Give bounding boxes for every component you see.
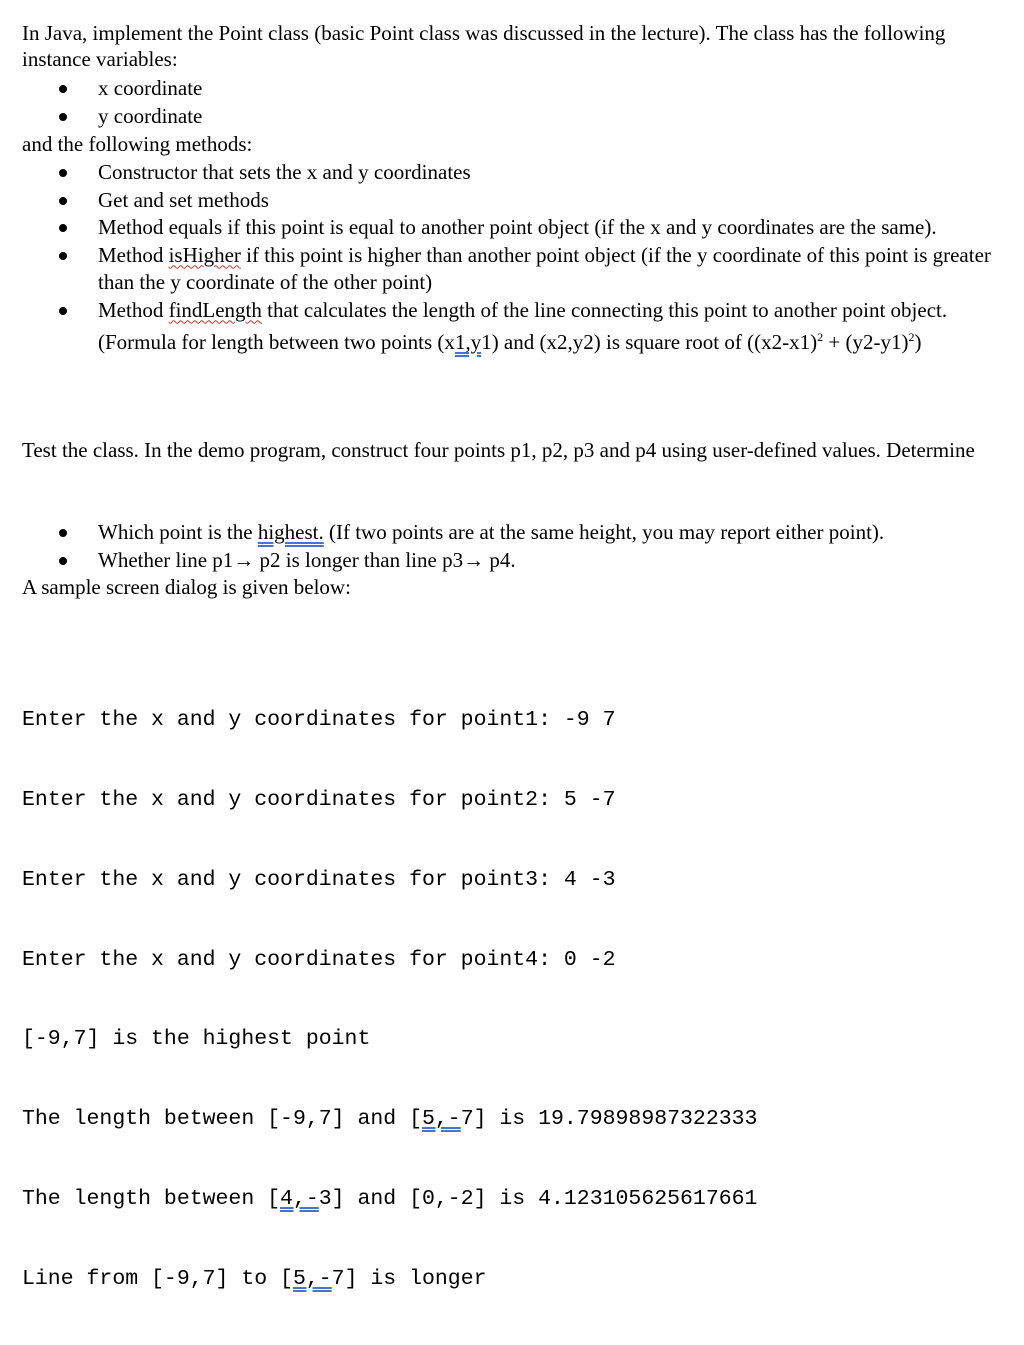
methods-list (0, 159, 1008, 357)
arrow-icon: → (463, 547, 485, 572)
bullet-icon (59, 169, 67, 177)
console-line: [-9,7] is the highest point (22, 1027, 371, 1052)
bullet-icon (59, 113, 67, 121)
console-line: Line from [-9,7] to [5,-7] is longer (22, 1266, 487, 1291)
console-line: Enter the x and y coordinates for point1: -9 7 (22, 708, 616, 733)
console-line: The length between [-9,7] and [5,-7] is 19.79898987322333 (22, 1107, 758, 1132)
highest-word: highest. (257, 520, 324, 544)
console-line: Enter the x and y coordinates for point4: 0 -2 (22, 947, 616, 972)
test-paragraph: Test the class. In the demo program, construct four points p1, p2, p3 and p4 using user-defined values. Determine (22, 438, 975, 462)
sample-intro: A sample screen dialog is given below: (22, 575, 351, 599)
bullet-icon (59, 529, 67, 537)
intro-text: In Java, implement the Point class (basic Point class was discussed in the lecture). The class has the following instance variables: (22, 21, 946, 71)
console-output (22, 654, 757, 1345)
methods-intro: and the following methods: (22, 132, 253, 156)
variables-list (0, 75, 1008, 130)
list-item: Which point is the highest. (If two points are at the same height, you may report either point). (0, 519, 1008, 547)
bullet-icon (59, 197, 67, 205)
list-item: Constructor that sets the x and y coordinates (0, 159, 1008, 187)
bullet-icon (59, 224, 67, 232)
console-line: The length between [4,-3] and [0,-2] is 4.123105625617661 (22, 1186, 758, 1211)
list-item: y coordinate (0, 103, 1008, 131)
method-name-ishigher: isHigher (168, 242, 241, 267)
arrow-icon: → (233, 547, 255, 572)
bullet-icon (59, 307, 67, 315)
bullet-icon (59, 557, 67, 565)
bullet-icon (59, 85, 67, 93)
method-name-findlength: findLength (168, 297, 262, 322)
list-item: x coordinate (0, 75, 1008, 103)
console-line: Enter the x and y coordinates for point3: 4 -3 (22, 867, 616, 892)
list-item: Get and set methods (0, 187, 1008, 215)
determine-list (0, 519, 1008, 574)
list-item: Method isHigher if this point is higher than another point object (if the y coordinate of this point is greater than the y coordinate of the other point) (0, 242, 1008, 297)
list-item: Method findLength that calculates the length of the line connecting this point to another point object. (Formula for length between two points (x1,y1) and (x2,y2) is square root of $((x2-x1)^2 + (y2-y1)^2)$ (0, 297, 1008, 357)
list-item: Method equals if this point is equal to another point object (if the x and y coordinates are the same). (0, 214, 1008, 242)
list-item: Whether line p1→ p2 is longer than line p3→ p4. (0, 547, 1008, 575)
console-line: Enter the x and y coordinates for point2: 5 -7 (22, 787, 616, 812)
bullet-icon (59, 252, 67, 260)
intro-paragraph (22, 20, 1008, 72)
